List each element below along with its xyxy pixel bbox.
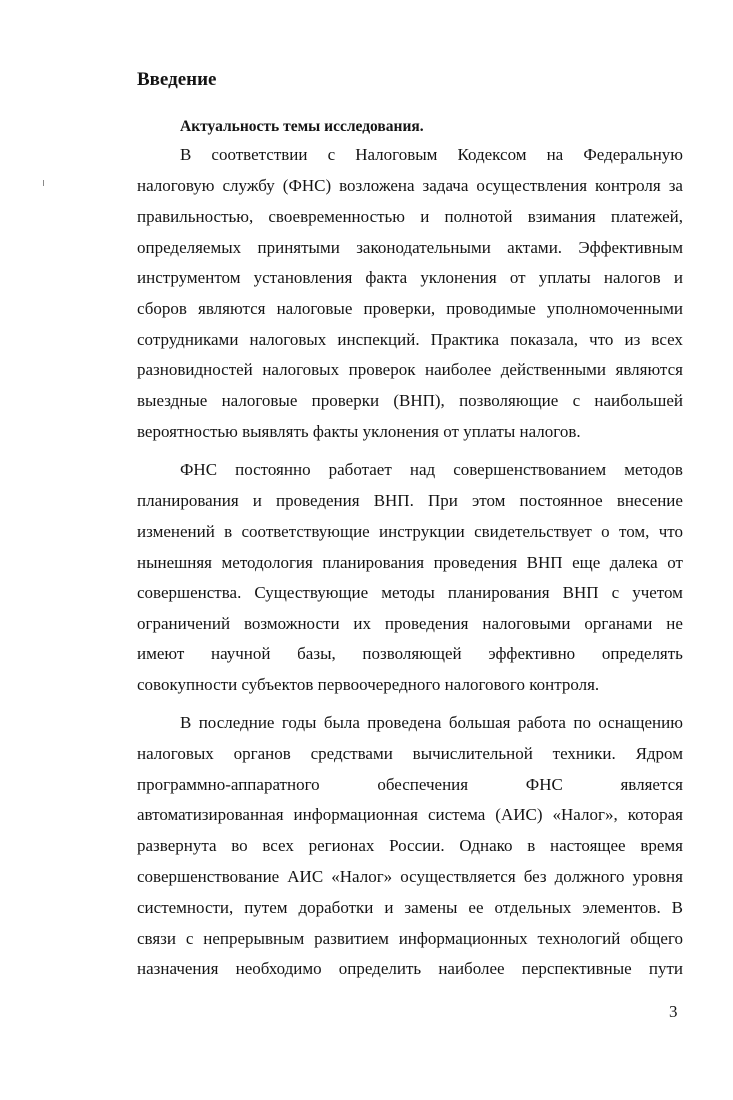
section-subheading: Актуальность темы исследования. [180,118,424,135]
text-line: разновидностей налоговых проверок наиболее действенными являются [137,360,683,379]
text-line: налоговую службу (ФНС) возложена задача осуществления контроля за [137,176,683,195]
text-line: сборов являются налоговые проверки, проводимые уполномоченными [137,299,683,318]
text-line: развернута во всех регионах России. Однако в настоящее время [137,836,683,855]
text-line: изменений в соответствующие инструкции свидетельствует о том, что [137,522,683,541]
text-line: совершенства. Существующие методы планирования ВНП с учетом [137,583,683,602]
text-line: выездные налоговые проверки (ВНП), позволяющие с наибольшей [137,391,683,410]
text-line: связи с непрерывным развитием информационных технологий общего [137,929,683,948]
text-line: ФНС постоянно работает над совершенствованием методов [180,460,683,479]
scan-mark [43,180,44,186]
text-line: нынешняя методология планирования проведения ВНП еще далека от [137,553,683,572]
text-line: совершенствование АИС «Налог» осуществляется без должного уровня [137,867,683,886]
text-line: имеют научной базы, позволяющей эффективно определять [137,644,683,663]
text-line: программно-аппаратного обеспечения ФНС является [137,775,683,794]
text-line: В соответствии с Налоговым Кодексом на Федеральную [180,145,683,164]
page-number: 3 [669,1002,678,1021]
page-heading: Введение [137,69,217,90]
text-line: планирования и проведения ВНП. При этом постоянное внесение [137,491,683,510]
text-line: В последние годы была проведена большая работа по оснащению [180,713,683,732]
text-line: автоматизированная информационная система (АИС) «Налог», которая [137,805,683,824]
text-line: системности, путем доработки и замены ее отдельных элементов. В [137,898,683,917]
text-line: совокупности субъектов первоочередного налогового контроля. [137,675,600,694]
text-line: определяемых принятыми законодательными актами. Эффективным [137,238,683,257]
text-line: инструментом установления факта уклонения от уплаты налогов и [137,268,683,287]
text-line: вероятностью выявлять факты уклонения от уплаты налогов. [137,422,581,441]
text-line: сотрудниками налоговых инспекций. Практика показала, что из всех [137,330,683,349]
text-line: назначения необходимо определить наиболее перспективные пути [137,959,683,978]
text-line: правильностью, своевременностью и полнотой взимания платежей, [137,207,683,226]
text-line: ограничений возможности их проведения налоговыми органами не [137,614,683,633]
text-line: налоговых органов средствами вычислительной техники. Ядром [137,744,683,763]
